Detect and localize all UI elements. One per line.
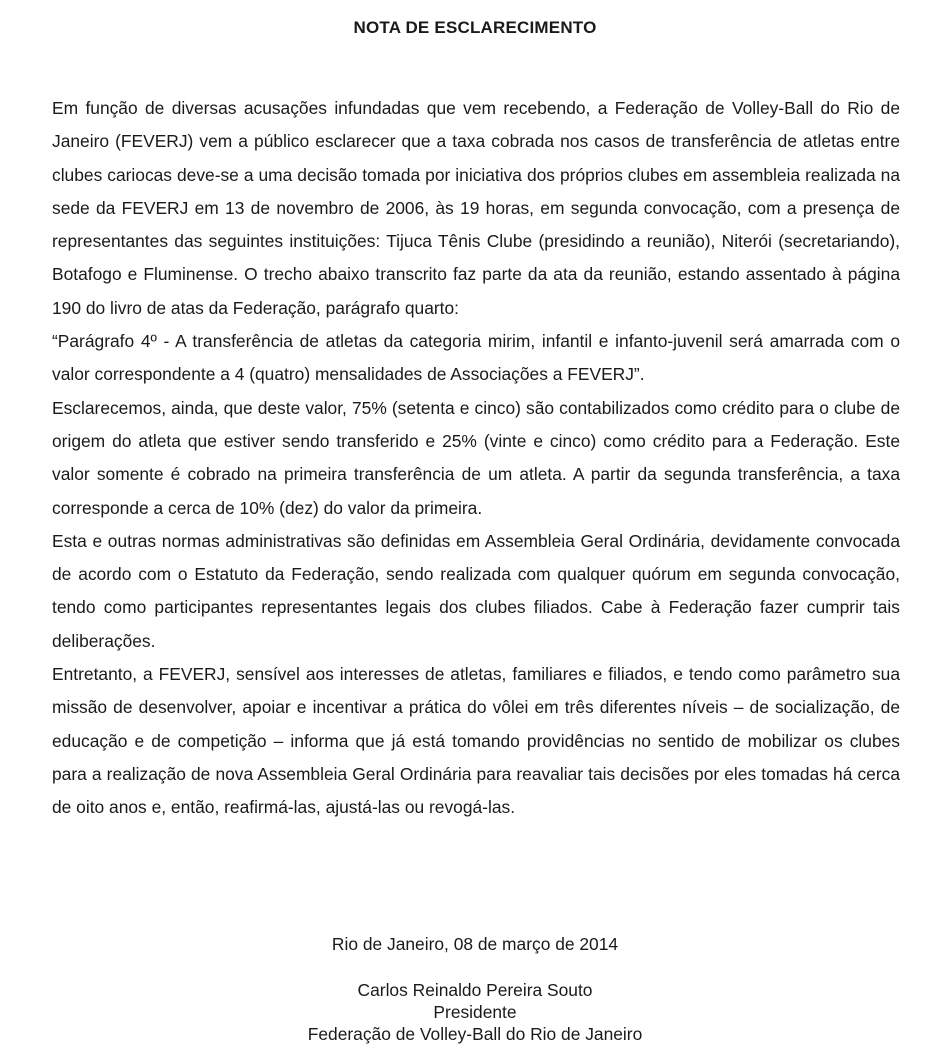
paragraph-4: Esta e outras normas administrativas são definidas em Assembleia Geral Ordinária, devidamente convocada de acordo com o Estatuto da Federação, sendo realizada com qualquer quórum em segunda convocação, tendo como participantes representantes legais dos clubes filiados. Cabe à Federação fazer cumprir tais deliberações. [52,530,900,651]
paragraph-1: Em função de diversas acusações infundadas que vem recebendo, a Federação de Volley-Ball do Rio de Janeiro (FEVERJ) vem a público esclarecer que a taxa cobrada nos casos de transferência de atletas entre clubes cariocas deve-se a uma decisão tomada por iniciativa dos próprios clubes em assembleia realizada na sede da FEVERJ em 13 de novembro de 2006, às 19 horas, em segunda convocação, com a presença de representantes das seguintes instituições: Tijuca Tênis Clube (presidindo a reunião), Niterói (secretariando), Botafogo e Fluminense. O trecho abaixo transcrito faz parte da ata da reunião, estando assentado à página 190 do livro de atas da Federação, parágrafo quarto: [52,98,900,318]
signer-name: Carlos Reinaldo Pereira Souto [357,980,593,1000]
signer-organization: Federação de Volley-Ball do Rio de Janeiro [307,1024,643,1044]
paragraph-5: Entretanto, a FEVERJ, sensível aos interesses de atletas, familiares e filiados, e tendo como parâmetro sua missão de desenvolver, apoiar e incentivar a prática do vôlei em três diferentes níveis – de socialização, de educação e de competição – informa que já está tomando providências no sentido de mobilizar os clubes para a realização de nova Assembleia Geral Ordinária para reavaliar tais decisões por eles tomadas há cerca de oito anos e, então, reafirmá-las, ajustá-las ou revogá-las. [52,664,900,818]
place-date: Rio de Janeiro, 08 de março de 2014 [331,934,619,954]
signer-role: Presidente [433,1002,517,1022]
paragraph-2-quote: “Parágrafo 4º - A transferência de atletas da categoria mirim, infantil e infanto-juvenil será amarrada com o valor correspondente a 4 (quatro) mensalidades de Associações a FEVERJ”. [52,331,900,385]
document-body [52,92,900,825]
paragraph-3: Esclarecemos, ainda, que deste valor, 75% (setenta e cinco) são contabilizados como crédito para o clube de origem do atleta que estiver sendo transferido e 25% (vinte e cinco) como crédito para a Federação. Este valor somente é cobrado na primeira transferência de um atleta. A partir da segunda transferência, a taxa corresponde a cerca de 10% (dez) do valor da primeira. [52,397,900,518]
document-title: NOTA DE ESCLARECIMENTO [353,18,597,37]
signature-block [0,979,950,1045]
